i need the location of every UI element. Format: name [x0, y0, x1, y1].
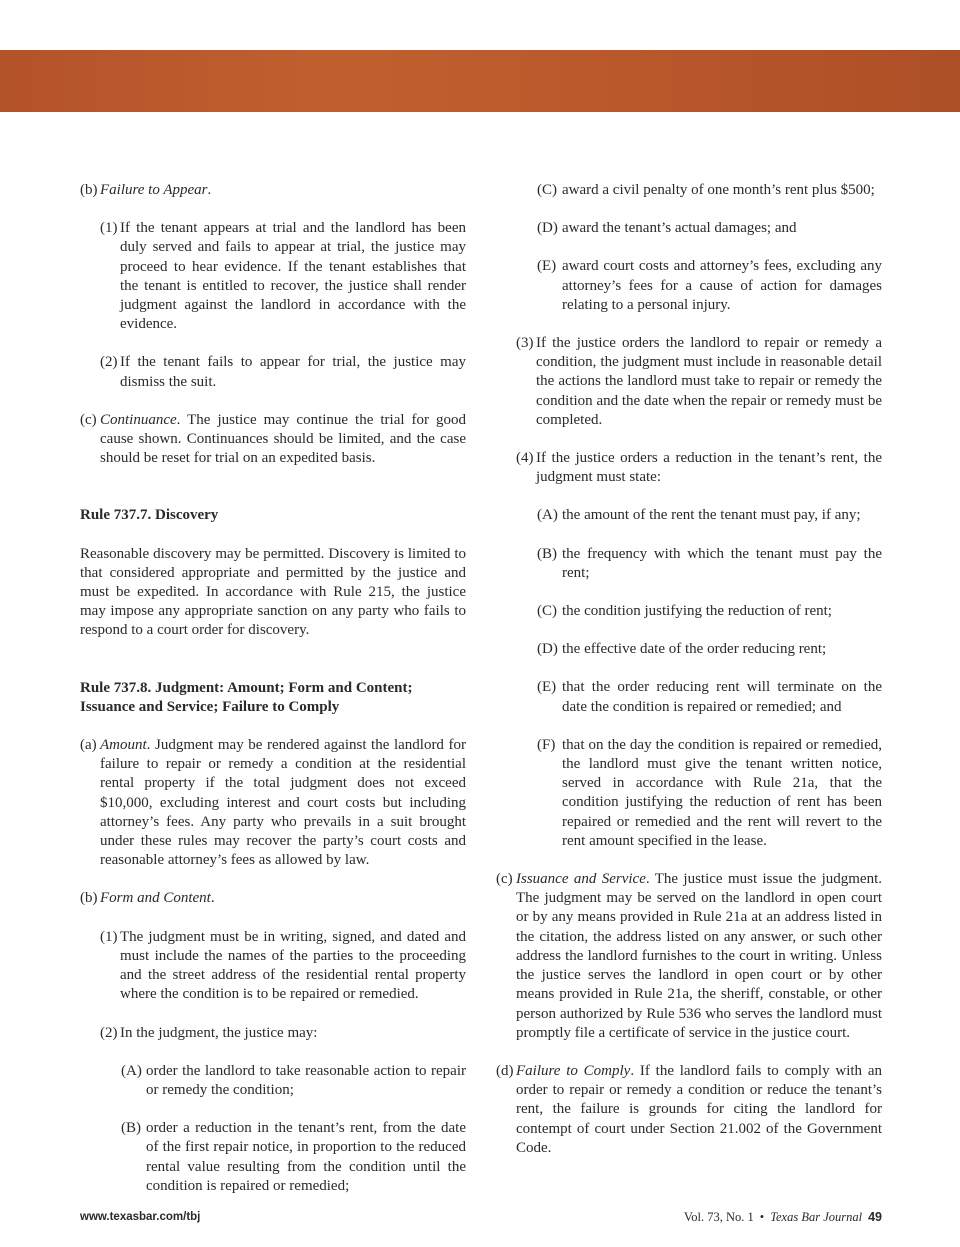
- item-4B: [496, 545, 882, 583]
- item-C: [496, 181, 882, 200]
- left-column: [80, 181, 466, 1196]
- item-label: (A): [537, 507, 558, 524]
- heading-line: Issuance and Service; Failure to Comply: [80, 698, 340, 715]
- section-d-failure-to-comply: [496, 1062, 882, 1158]
- item-text: the effective date of the order reducing rent;: [562, 641, 827, 658]
- item-label: (D): [537, 641, 558, 658]
- section-a-amount: [80, 736, 466, 870]
- item-text: order a reduction in the tenant’s rent, from the date of the first repair notice, in proportion to the reduced rental value resulting from the condition until the condition is repaired or remedied;: [146, 1120, 466, 1194]
- footer-volume: Vol. 73, No. 1: [683, 1210, 754, 1224]
- item-bf1: [80, 928, 466, 1005]
- item-text: that on the day the condition is repaired or remedied, the landlord must give the tenant written notice, served in accordance with Rule 21a, that the condition justifying the reduction of rent has been repaired or remedied and the rent will revert to the rent amount specified in the lease.: [562, 736, 882, 849]
- item-text: . The justice may continue the trial for good cause shown. Continuances should be limited, and the case should be reset for trial on an expedited basis.: [100, 411, 466, 467]
- item-label: (d): [496, 1062, 514, 1079]
- item-label: (2): [100, 1024, 118, 1041]
- item-label: (D): [537, 220, 558, 237]
- item-text: If the tenant appears at trial and the landlord has been duly served and fails to appear at trial, the justice may proceed to hear evidence. If the tenant establishes that the tenant is entitled to recover, the justice shall render judgment against the landlord in accordance with the evidence.: [120, 220, 466, 333]
- item-heading: Failure to Comply: [516, 1062, 631, 1079]
- rule-737-8-heading: [80, 679, 466, 717]
- item-text: award a civil penalty of one month’s rent plus $500;: [562, 182, 875, 198]
- item-text: In the judgment, the justice may:: [120, 1024, 318, 1041]
- section-c-issuance-service: [496, 870, 882, 1043]
- item-label: (c): [496, 871, 513, 888]
- item-label: (b): [80, 182, 98, 198]
- item-4D: [496, 640, 882, 659]
- item-label: (C): [537, 182, 557, 198]
- item-bf2: [80, 1024, 466, 1043]
- item-bfB: [80, 1119, 466, 1196]
- section-c-continuance: [80, 411, 466, 469]
- item-4C: [496, 602, 882, 621]
- section-b-form-content: [80, 889, 466, 908]
- item-label: (C): [537, 603, 557, 620]
- item-label: (c): [80, 411, 97, 428]
- item-text: . Judgment may be rendered against the landlord for failure to repair or remedy a condition at the residential rental property if the total judgment does not exceed $10,000, excluding interest and court costs but including attorney’s fees. Any party who prevails in a suit brought under these rules may recover the party’s court costs and reasonable attorney’s fees as allowed by law.: [100, 737, 466, 869]
- item-text: . If the landlord fails to comply with an order to repair or remedy a condition or reduce the tenant’s rent, the failure is grounds for citing the landlord for contempt of court under Section 21.002 of the Government Code.: [516, 1062, 882, 1156]
- item-label: (F): [537, 736, 556, 753]
- item-3: [496, 334, 882, 430]
- footer-journal: Texas Bar Journal: [770, 1210, 863, 1224]
- item-4A: [496, 506, 882, 525]
- item-text: the frequency with which the tenant must pay the rent;: [562, 545, 882, 581]
- header-banner: [0, 50, 960, 112]
- item-label: (4): [516, 450, 534, 467]
- item-text: that the order reducing rent will terminate on the date the condition is repaired or remedied; and: [562, 679, 882, 715]
- period: .: [210, 890, 215, 907]
- item-label: (A): [121, 1062, 142, 1079]
- item-text: If the tenant fails to appear for trial, the justice may dismiss the suit.: [120, 354, 466, 390]
- item-D: [496, 219, 882, 238]
- item-4E: [496, 678, 882, 716]
- item-text: the condition justifying the reduction of rent;: [562, 603, 832, 620]
- item-text: If the justice orders the landlord to repair or remedy a condition, the judgment must include in reasonable detail the actions the landlord must take to repair or remedy the condition and the date when the repair or remedy must be completed.: [536, 335, 882, 428]
- item-heading: Amount: [100, 737, 147, 754]
- item-text: If the justice orders a reduction in the tenant’s rent, the judgment must state:: [536, 450, 882, 486]
- item-text: award the tenant’s actual damages; and: [562, 220, 797, 237]
- item-b1: [80, 219, 466, 334]
- item-text: order the landlord to take reasonable action to repair or remedy the condition;: [146, 1062, 466, 1098]
- rule-737-7-text: Reasonable discovery may be permitted. Discovery is limited to that considered appropriate and permitted by the justice and must be expedited. In accordance with Rule 215, the justice may impose any appropriate sanction on any party who fails to respond to a court order for discovery.: [80, 545, 466, 639]
- item-heading: Failure to Appear: [100, 182, 208, 198]
- item-label: (2): [100, 354, 118, 371]
- item-bfA: [80, 1062, 466, 1100]
- item-label: (1): [100, 220, 118, 237]
- page-number: 49: [868, 1210, 882, 1224]
- item-b2: [80, 353, 466, 391]
- footer-info: [684, 1209, 882, 1225]
- item-label: (E): [537, 679, 557, 696]
- heading-line: Rule 737.8. Judgment: Amount; Form and Content;: [80, 679, 413, 696]
- item-label: (a): [80, 737, 97, 754]
- period: .: [207, 182, 212, 198]
- item-label: (1): [100, 928, 118, 945]
- item-heading: Continuance: [100, 411, 177, 428]
- item-text: . The justice must issue the judgment. The judgment may be served on the landlord in open court or by any means provided in Rule 21a at an address listed in the citation, the address listed on any answer, or such other address the landlord furnishes to the court in writing. Unless the justice serves the landlord in open court or by other means provided in Rule 21a, the sheriff, constable, or other person authorized by Rule 536 who serves the landlord must promptly file a certificate of service in the justice court.: [516, 871, 882, 1041]
- item-label: (3): [516, 335, 534, 352]
- section-b-failure-to-appear: [80, 181, 466, 200]
- footer-url[interactable]: www.texasbar.com/tbj: [80, 1211, 201, 1223]
- item-label: (B): [121, 1120, 141, 1137]
- right-column: [496, 181, 882, 1158]
- item-label: (b): [80, 890, 98, 907]
- item-label: (B): [537, 545, 557, 562]
- item-4: [496, 449, 882, 487]
- item-E: [496, 257, 882, 315]
- item-label: (E): [537, 258, 557, 275]
- item-heading: Form and Content: [100, 890, 211, 907]
- item-heading: Issuance and Service: [516, 871, 646, 888]
- rule-737-7-heading: Rule 737.7. Discovery: [80, 507, 219, 524]
- footer-bullet: •: [759, 1210, 765, 1224]
- item-text: The judgment must be in writing, signed, and dated and must include the names of the parties to the proceeding and the street address of the residential rental property where the condition is to be repaired or remedied.: [120, 928, 466, 1003]
- item-text: award court costs and attorney’s fees, excluding any attorney’s fees for a cause of action for damages relating to a personal injury.: [562, 258, 882, 313]
- item-text: the amount of the rent the tenant must pay, if any;: [562, 507, 861, 524]
- item-4F: [496, 736, 882, 851]
